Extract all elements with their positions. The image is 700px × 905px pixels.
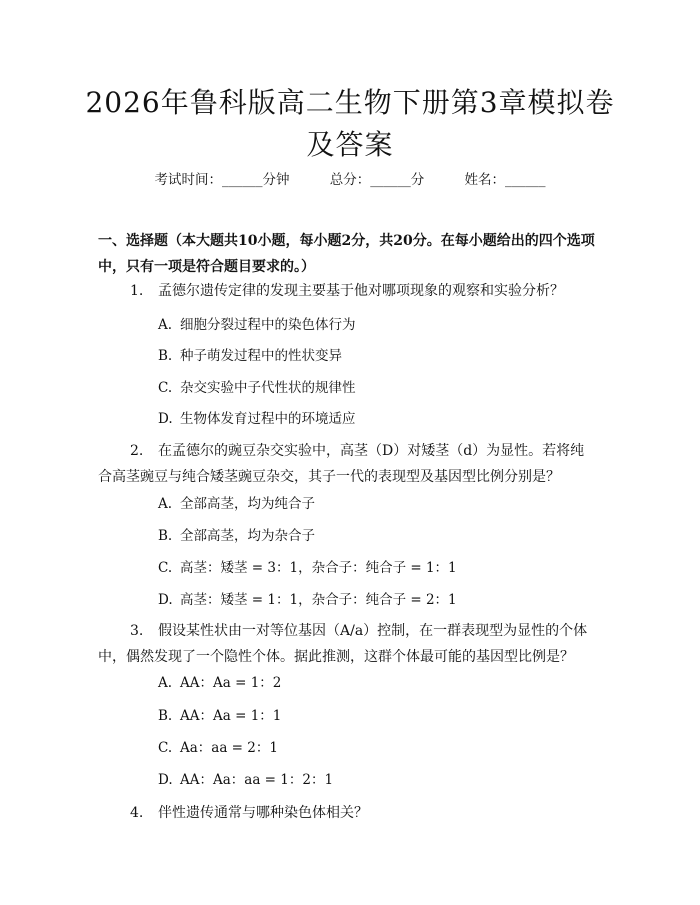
option-text: 种子萌发过程中的性状变异 <box>180 348 342 364</box>
question-stem: 孟德尔遗传定律的发现主要基于他对哪项现象的观察和实验分析？ <box>158 283 564 299</box>
option-label: B. <box>158 348 173 364</box>
question-number: 1. <box>130 283 144 299</box>
option-label: C. <box>158 740 173 756</box>
option-1a <box>158 315 356 335</box>
question-3 <box>98 618 598 670</box>
option-label: D. <box>158 592 173 608</box>
option-label: D. <box>158 772 173 788</box>
exam-time: 考试时间：______分钟 <box>154 172 290 188</box>
option-text: 高茎：矮茎 = 1：1，杂合子：纯合子 = 2：1 <box>180 592 457 608</box>
option-3d <box>158 770 333 790</box>
question-2 <box>98 438 598 490</box>
option-label: B. <box>158 528 173 544</box>
exam-score: 总分：______分 <box>329 172 425 188</box>
option-text: 生物体发育过程中的环境适应 <box>180 411 356 427</box>
option-label: C. <box>158 560 173 576</box>
question-number: 3. <box>130 623 144 639</box>
question-1 <box>98 278 598 304</box>
page-title: 2026年鲁科版高二生物下册第3章模拟卷及答案 <box>85 86 615 161</box>
option-1d <box>158 409 356 429</box>
option-3a <box>158 673 281 693</box>
question-stem: 在孟德尔的豌豆杂交实验中，高茎（D）对矮茎（d）为显性。若将纯合高茎豌豆与纯合矮茎豌豆杂交，其子一代的表现型及基因型比例分别是？ <box>98 443 585 485</box>
option-3c <box>158 738 278 758</box>
option-text: 全部高茎，均为杂合子 <box>180 528 315 544</box>
option-label: B. <box>158 708 173 724</box>
option-2a <box>158 494 315 514</box>
option-text: 细胞分裂过程中的染色体行为 <box>180 317 356 333</box>
option-label: C. <box>158 380 173 396</box>
option-text: AA：Aa：aa = 1：2：1 <box>180 772 334 788</box>
question-4 <box>98 800 598 826</box>
question-number: 4. <box>130 805 144 821</box>
option-text: AA：Aa = 1：2 <box>180 675 282 691</box>
option-text: 杂交实验中子代性状的规律性 <box>180 380 356 396</box>
option-2b <box>158 526 315 546</box>
option-text: AA：Aa = 1：1 <box>180 708 282 724</box>
option-2c <box>158 558 457 578</box>
option-1b <box>158 346 342 366</box>
exam-meta <box>0 168 700 188</box>
option-label: A. <box>158 675 173 691</box>
option-label: A. <box>158 496 173 512</box>
question-stem: 假设某性状由一对等位基因（A/a）控制，在一群表现型为显性的个体中，偶然发现了一个隐性个体。据此推测，这群个体最可能的基因型比例是？ <box>98 623 588 665</box>
option-3b <box>158 706 281 726</box>
question-stem: 伴性遗传通常与哪种染色体相关？ <box>158 805 368 821</box>
option-label: D. <box>158 411 173 427</box>
option-text: 全部高茎，均为纯合子 <box>180 496 315 512</box>
option-text: 高茎：矮茎 = 3：1，杂合子：纯合子 = 1：1 <box>180 560 457 576</box>
option-1c <box>158 378 356 398</box>
section-heading: 一、选择题（本大题共10小题，每小题2分，共20分。在每小题给出的四个选项中，只有一项是符合题目要求的。） <box>98 233 595 275</box>
option-text: Aa：aa = 2：1 <box>180 740 278 756</box>
question-number: 2. <box>130 443 144 459</box>
exam-name: 姓名：______ <box>464 172 546 188</box>
option-2d <box>158 590 457 610</box>
option-label: A. <box>158 317 173 333</box>
